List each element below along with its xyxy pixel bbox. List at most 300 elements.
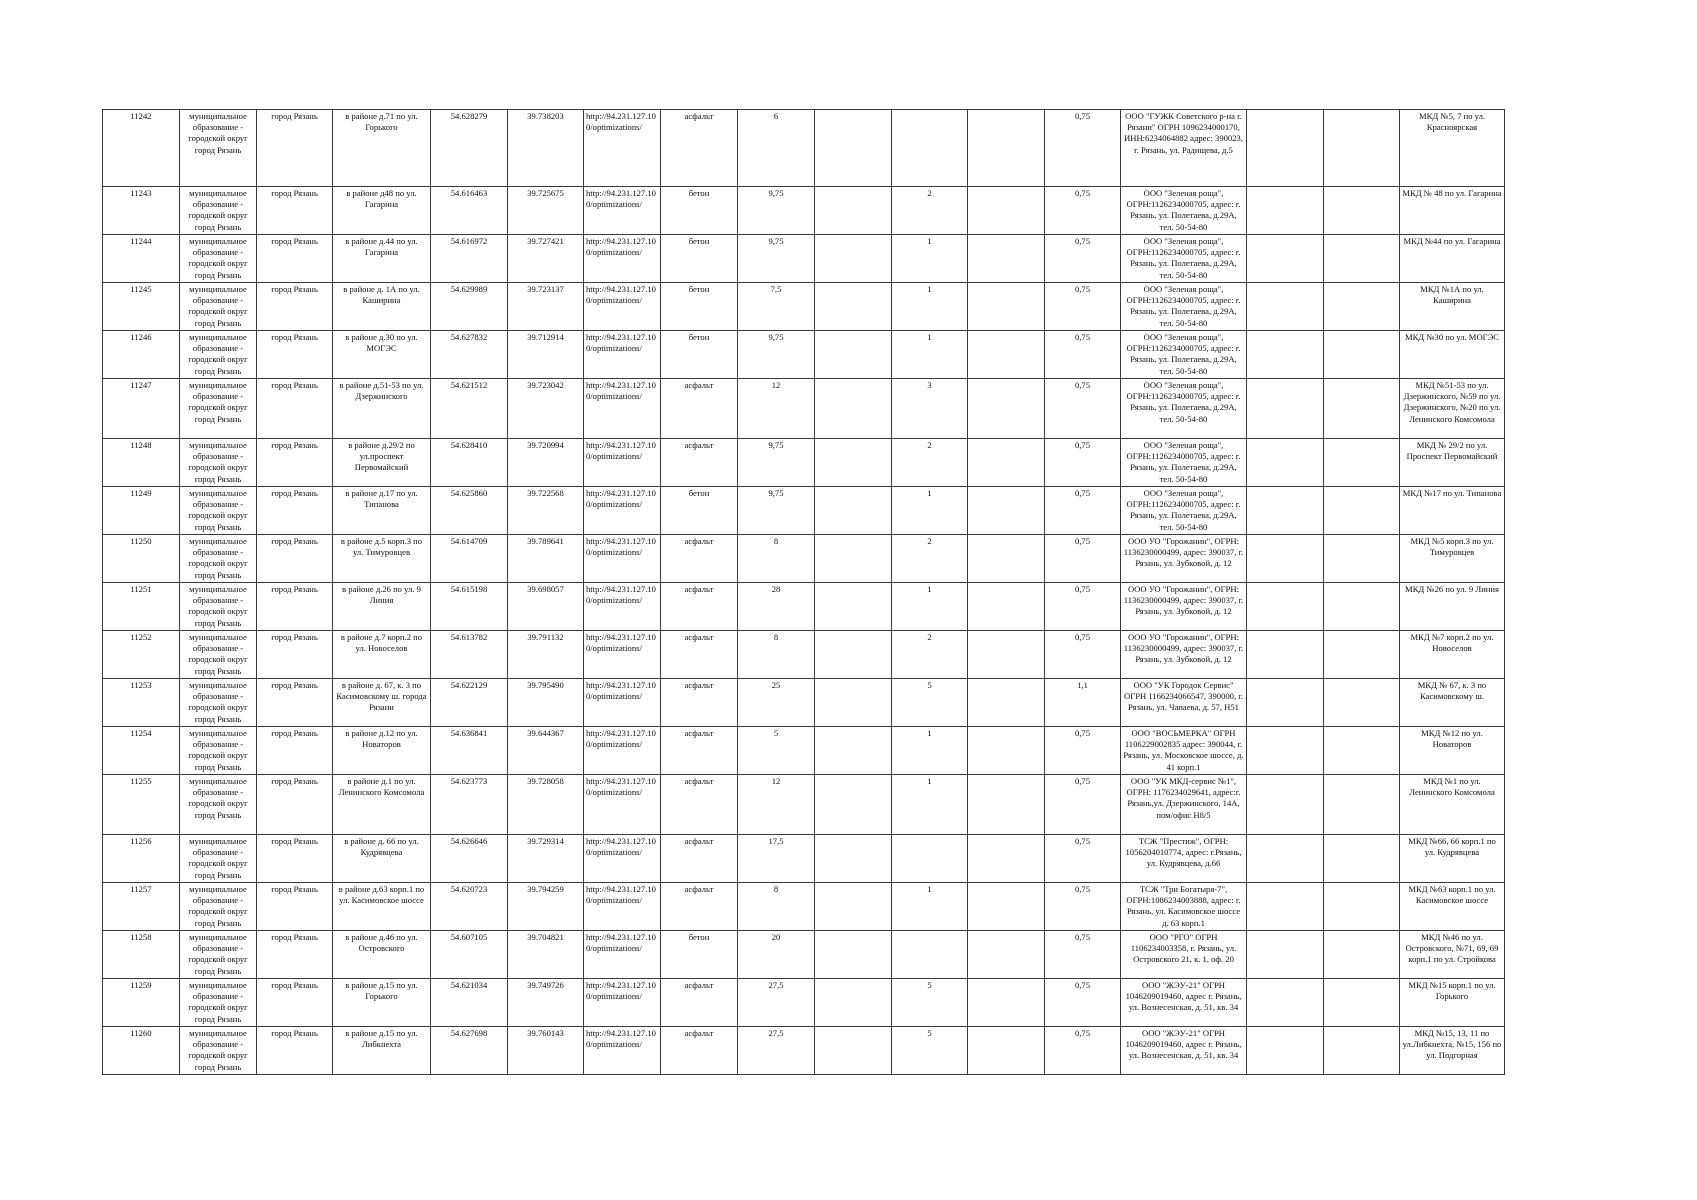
- cell-empty: [1247, 110, 1324, 187]
- cell-city: город Рязань: [257, 835, 333, 883]
- cell-empty: [1247, 283, 1324, 331]
- cell-area: 9,75: [738, 187, 815, 235]
- cell-empty: [968, 775, 1045, 835]
- cell-city: город Рязань: [257, 110, 333, 187]
- cell-empty: [815, 1027, 892, 1075]
- cell-url[interactable]: http://94.231.127.10 0/optimizations/: [584, 439, 661, 487]
- cell-city: город Рязань: [257, 883, 333, 931]
- cell-container-count: 2: [892, 631, 968, 679]
- cell-container-count: 1: [892, 883, 968, 931]
- cell-url[interactable]: http://94.231.127.10 0/optimizations/: [584, 1027, 661, 1075]
- cell-served-objects: МКД №12 по ул. Новаторов: [1400, 727, 1505, 775]
- cell-empty: [1324, 283, 1400, 331]
- cell-empty: [1324, 487, 1400, 535]
- cell-address: в районе д. 1А по ул. Каширина: [333, 283, 431, 331]
- cell-latitude: 54.607105: [431, 931, 508, 979]
- cell-url[interactable]: http://94.231.127.10 0/optimizations/: [584, 187, 661, 235]
- cell-longitude: 39.727421: [508, 235, 584, 283]
- table-row: [103, 487, 1505, 535]
- cell-address: в районе д.1 по ул. Ленинского Комсомола: [333, 775, 431, 835]
- cell-address: в районе д.63 корп.1 по ул. Касимовское шоссе: [333, 883, 431, 931]
- cell-empty: [1247, 931, 1324, 979]
- cell-empty: [968, 331, 1045, 379]
- cell-latitude: 54.629989: [431, 283, 508, 331]
- cell-latitude: 54.627832: [431, 331, 508, 379]
- cell-empty: [968, 931, 1045, 979]
- cell-volume: 0,75: [1045, 775, 1121, 835]
- cell-municipality: муниципальное образование - городской округ город Рязань: [180, 679, 257, 727]
- cell-city: город Рязань: [257, 679, 333, 727]
- cell-area: 7,5: [738, 283, 815, 331]
- cell-address: в районе д.26 по ул. 9 Линия: [333, 583, 431, 631]
- cell-city: город Рязань: [257, 283, 333, 331]
- cell-empty: [1247, 631, 1324, 679]
- cell-empty: [1324, 187, 1400, 235]
- cell-empty: [1247, 439, 1324, 487]
- cell-container-count: 2: [892, 535, 968, 583]
- cell-empty: [1247, 727, 1324, 775]
- cell-id: 11243: [103, 187, 180, 235]
- cell-area: 8: [738, 631, 815, 679]
- cell-empty: [1324, 835, 1400, 883]
- cell-longitude: 39.795490: [508, 679, 584, 727]
- cell-municipality: муниципальное образование - городской округ город Рязань: [180, 235, 257, 283]
- cell-address: в районе д.29/2 по ул.проспект Первомайский: [333, 439, 431, 487]
- cell-empty: [968, 679, 1045, 727]
- cell-latitude: 54.628279: [431, 110, 508, 187]
- cell-empty: [1247, 535, 1324, 583]
- cell-owner: ООО "Зеленая роща", ОГРН:1126234000705, адрес: г. Рязань, ул. Полетаева, д.29А, тел. 50-54-80: [1121, 187, 1247, 235]
- cell-surface: асфальт: [661, 775, 738, 835]
- cell-id: 11257: [103, 883, 180, 931]
- cell-empty: [968, 283, 1045, 331]
- cell-empty: [1247, 487, 1324, 535]
- cell-surface: асфальт: [661, 110, 738, 187]
- cell-empty: [1247, 379, 1324, 439]
- cell-served-objects: МКД №44 по ул. Гагарина: [1400, 235, 1505, 283]
- cell-surface: асфальт: [661, 535, 738, 583]
- cell-surface: асфальт: [661, 583, 738, 631]
- cell-owner: ТСЖ "Три Богатыря-7", ОГРН:1086234003888, адрес: г. Рязань, ул. Касимовское шоссе д. 63 корп.1: [1121, 883, 1247, 931]
- cell-owner: ООО "ВОСЬМЕРКА" ОГРН 1106229002835 адрес: 390044, г. Рязань, ул. Московское шоссе, д. 41 корп.1: [1121, 727, 1247, 775]
- cell-area: 27,5: [738, 1027, 815, 1075]
- cell-area: 9,75: [738, 331, 815, 379]
- cell-volume: 1,1: [1045, 679, 1121, 727]
- cell-municipality: муниципальное образование - городской округ город Рязань: [180, 931, 257, 979]
- cell-volume: 0,75: [1045, 283, 1121, 331]
- cell-city: город Рязань: [257, 1027, 333, 1075]
- table-row: [103, 439, 1505, 487]
- cell-served-objects: МКД №51-53 по ул. Дзержинского, №59 по ул. Дзержинского, №20 по ул. Ленинского Комсомола: [1400, 379, 1505, 439]
- container-sites-table: [102, 109, 1505, 1075]
- cell-address: в районе д. 66 по ул. Кудрявцева: [333, 835, 431, 883]
- cell-volume: 0,75: [1045, 439, 1121, 487]
- cell-area: 17,5: [738, 835, 815, 883]
- cell-city: город Рязань: [257, 331, 333, 379]
- cell-owner: ООО УО "Горожанин", ОГРН: 1136230000499, адрес: 390037, г. Рязань, ул. Зубковой, д. 12: [1121, 535, 1247, 583]
- table-row: [103, 631, 1505, 679]
- cell-container-count: 1: [892, 487, 968, 535]
- cell-empty: [815, 679, 892, 727]
- cell-owner: ООО "Зеленая роща", ОГРН:1126234000705, адрес: г. Рязань, ул. Полетаева, д.29А, тел. 50-54-80: [1121, 439, 1247, 487]
- cell-latitude: 54.625860: [431, 487, 508, 535]
- cell-latitude: 54.621034: [431, 979, 508, 1027]
- cell-surface: асфальт: [661, 883, 738, 931]
- cell-empty: [1324, 631, 1400, 679]
- cell-empty: [968, 583, 1045, 631]
- cell-area: 9,75: [738, 487, 815, 535]
- cell-container-count: 2: [892, 187, 968, 235]
- cell-empty: [968, 187, 1045, 235]
- cell-empty: [815, 883, 892, 931]
- cell-empty: [968, 727, 1045, 775]
- table-row: [103, 931, 1505, 979]
- cell-empty: [815, 110, 892, 187]
- cell-empty: [1324, 110, 1400, 187]
- cell-area: 20: [738, 931, 815, 979]
- table-row: [103, 883, 1505, 931]
- cell-volume: 0,75: [1045, 535, 1121, 583]
- cell-url[interactable]: http://94.231.127.10 0/optimizations/: [584, 235, 661, 283]
- cell-url[interactable]: http://94.231.127.10 0/optimizations/: [584, 931, 661, 979]
- cell-city: город Рязань: [257, 379, 333, 439]
- cell-empty: [968, 439, 1045, 487]
- cell-address: в районе д.15 по ул. Горького: [333, 979, 431, 1027]
- cell-owner: ООО "Зеленая роща", ОГРН:1126234000705, адрес: г. Рязань, ул. Полетаева, д.29А, тел. 50-54-80: [1121, 487, 1247, 535]
- cell-surface: бетон: [661, 931, 738, 979]
- cell-url[interactable]: http://94.231.127.10 0/optimizations/: [584, 631, 661, 679]
- cell-empty: [815, 583, 892, 631]
- cell-container-count: [892, 110, 968, 187]
- cell-container-count: 2: [892, 439, 968, 487]
- cell-volume: 0,75: [1045, 835, 1121, 883]
- cell-longitude: 39.729314: [508, 835, 584, 883]
- cell-longitude: 39.704821: [508, 931, 584, 979]
- cell-id: 11260: [103, 1027, 180, 1075]
- cell-longitude: 39.723137: [508, 283, 584, 331]
- cell-empty: [1247, 679, 1324, 727]
- cell-empty: [1247, 883, 1324, 931]
- cell-surface: бетон: [661, 487, 738, 535]
- cell-empty: [968, 110, 1045, 187]
- cell-empty: [1247, 583, 1324, 631]
- cell-longitude: 39.749726: [508, 979, 584, 1027]
- cell-empty: [1324, 235, 1400, 283]
- cell-url[interactable]: http://94.231.127.10 0/optimizations/: [584, 331, 661, 379]
- cell-city: город Рязань: [257, 727, 333, 775]
- cell-empty: [968, 379, 1045, 439]
- cell-municipality: муниципальное образование - городской округ город Рязань: [180, 979, 257, 1027]
- cell-empty: [1324, 883, 1400, 931]
- cell-empty: [1247, 835, 1324, 883]
- cell-owner: ООО "ЖЭУ-21" ОГРН 1046209019460, адрес г. Рязань, ул. Вознесенская, д. 51, кв. 34: [1121, 979, 1247, 1027]
- cell-surface: асфальт: [661, 727, 738, 775]
- cell-empty: [1324, 931, 1400, 979]
- cell-longitude: 39.725675: [508, 187, 584, 235]
- cell-area: 28: [738, 583, 815, 631]
- cell-address: в районе д48 по ул. Гагарина: [333, 187, 431, 235]
- cell-empty: [815, 835, 892, 883]
- cell-volume: 0,75: [1045, 379, 1121, 439]
- cell-municipality: муниципальное образование - городской округ город Рязань: [180, 727, 257, 775]
- cell-address: в районе д.44 по ул. Гагарина: [333, 235, 431, 283]
- cell-latitude: 54.622129: [431, 679, 508, 727]
- cell-empty: [815, 931, 892, 979]
- cell-empty: [1324, 727, 1400, 775]
- cell-url[interactable]: http://94.231.127.10 0/optimizations/: [584, 883, 661, 931]
- table-row: [103, 110, 1505, 187]
- cell-volume: 0,75: [1045, 331, 1121, 379]
- cell-city: город Рязань: [257, 439, 333, 487]
- cell-empty: [968, 1027, 1045, 1075]
- cell-id: 11256: [103, 835, 180, 883]
- cell-volume: 0,75: [1045, 883, 1121, 931]
- cell-url[interactable]: http://94.231.127.10 0/optimizations/: [584, 775, 661, 835]
- cell-served-objects: МКД № 67, к. 3 по Касимовскому ш.: [1400, 679, 1505, 727]
- registry-sheet: [102, 109, 1505, 1075]
- cell-municipality: муниципальное образование - городской округ город Рязань: [180, 631, 257, 679]
- cell-longitude: 39.720994: [508, 439, 584, 487]
- cell-municipality: муниципальное образование - городской округ город Рязань: [180, 487, 257, 535]
- table-row: [103, 727, 1505, 775]
- cell-empty: [815, 379, 892, 439]
- cell-container-count: 1: [892, 235, 968, 283]
- cell-empty: [968, 883, 1045, 931]
- cell-id: 11248: [103, 439, 180, 487]
- cell-latitude: 54.621512: [431, 379, 508, 439]
- cell-url[interactable]: http://94.231.127.10 0/optimizations/: [584, 727, 661, 775]
- cell-id: 11242: [103, 110, 180, 187]
- cell-served-objects: МКД №26 по ул. 9 Линия: [1400, 583, 1505, 631]
- cell-served-objects: МКД №1А по ул. Каширина: [1400, 283, 1505, 331]
- cell-url[interactable]: http://94.231.127.10 0/optimizations/: [584, 379, 661, 439]
- cell-url[interactable]: http://94.231.127.10 0/optimizations/: [584, 979, 661, 1027]
- cell-container-count: 1: [892, 727, 968, 775]
- cell-empty: [815, 487, 892, 535]
- cell-area: 27,5: [738, 979, 815, 1027]
- cell-empty: [1324, 583, 1400, 631]
- cell-latitude: 54.623773: [431, 775, 508, 835]
- cell-municipality: муниципальное образование - городской округ город Рязань: [180, 835, 257, 883]
- cell-container-count: [892, 931, 968, 979]
- cell-empty: [815, 187, 892, 235]
- cell-url[interactable]: http://94.231.127.10 0/optimizations/: [584, 535, 661, 583]
- cell-url[interactable]: http://94.231.127.10 0/optimizations/: [584, 583, 661, 631]
- cell-empty: [1324, 379, 1400, 439]
- cell-area: 8: [738, 535, 815, 583]
- cell-longitude: 39.712914: [508, 331, 584, 379]
- cell-surface: асфальт: [661, 631, 738, 679]
- cell-id: 11244: [103, 235, 180, 283]
- cell-id: 11253: [103, 679, 180, 727]
- cell-url[interactable]: http://94.231.127.10 0/optimizations/: [584, 283, 661, 331]
- cell-empty: [968, 535, 1045, 583]
- cell-surface: асфальт: [661, 679, 738, 727]
- cell-url[interactable]: http://94.231.127.10 0/optimizations/: [584, 679, 661, 727]
- cell-latitude: 54.616972: [431, 235, 508, 283]
- cell-empty: [815, 283, 892, 331]
- cell-address: в районе д.71 по ул. Горького: [333, 110, 431, 187]
- cell-empty: [815, 979, 892, 1027]
- cell-served-objects: МКД №30 по ул. МОГЭС: [1400, 331, 1505, 379]
- cell-container-count: 1: [892, 775, 968, 835]
- cell-owner: ООО "ГУЖК Советского р-на г. Рязани" ОГРН 1096234000170, ИНН:6234064882 адрес: 390023, г. Рязань, ул. Радищева, д.5: [1121, 110, 1247, 187]
- cell-container-count: 1: [892, 331, 968, 379]
- cell-served-objects: МКД №5, 7 по ул. Красноярская: [1400, 110, 1505, 187]
- cell-city: город Рязань: [257, 187, 333, 235]
- cell-empty: [968, 631, 1045, 679]
- cell-container-count: 5: [892, 1027, 968, 1075]
- cell-area: 12: [738, 379, 815, 439]
- table-row: [103, 979, 1505, 1027]
- cell-municipality: муниципальное образование - городской округ город Рязань: [180, 1027, 257, 1075]
- cell-empty: [815, 331, 892, 379]
- table-row: [103, 775, 1505, 835]
- cell-area: 5: [738, 727, 815, 775]
- table-row: [103, 583, 1505, 631]
- cell-container-count: 5: [892, 979, 968, 1027]
- cell-surface: асфальт: [661, 835, 738, 883]
- cell-volume: 0,75: [1045, 1027, 1121, 1075]
- cell-surface: асфальт: [661, 379, 738, 439]
- cell-empty: [968, 235, 1045, 283]
- table-row: [103, 187, 1505, 235]
- cell-owner: ООО "УК МКД-сервис №1", ОГРН: 1176234029641, адрес:г. Рязань,ул. Дзержинского, 14А, пом/офис Н8/5: [1121, 775, 1247, 835]
- cell-surface: бетон: [661, 283, 738, 331]
- cell-url[interactable]: http://94.231.127.10 0/optimizations/: [584, 487, 661, 535]
- cell-container-count: 3: [892, 379, 968, 439]
- cell-city: город Рязань: [257, 931, 333, 979]
- cell-area: 9,75: [738, 439, 815, 487]
- cell-empty: [1247, 331, 1324, 379]
- cell-surface: асфальт: [661, 439, 738, 487]
- cell-served-objects: МКД №5 корп.3 по ул. Тимуровцев: [1400, 535, 1505, 583]
- cell-address: в районе д.51-53 по ул. Дзержинского: [333, 379, 431, 439]
- cell-id: 11259: [103, 979, 180, 1027]
- cell-empty: [1247, 775, 1324, 835]
- cell-empty: [815, 439, 892, 487]
- cell-owner: ООО "УК Городок Сервис" ОГРН 1166234066547, 390000, г. Рязань, ул. Чапаева, д. 57, Н51: [1121, 679, 1247, 727]
- cell-municipality: муниципальное образование - городской округ город Рязань: [180, 331, 257, 379]
- cell-served-objects: МКД №15, 13, 11 по ул.Либкнехта, №15, 156 по ул. Подгорная: [1400, 1027, 1505, 1075]
- cell-owner: ООО УО "Горожанин", ОГРН: 1136230000499, адрес: 390037, г. Рязань, ул. Зубковой, д. 12: [1121, 631, 1247, 679]
- cell-empty: [1247, 1027, 1324, 1075]
- cell-id: 11245: [103, 283, 180, 331]
- cell-empty: [1324, 535, 1400, 583]
- cell-volume: 0,75: [1045, 187, 1121, 235]
- cell-owner: ООО УО "Горожанин", ОГРН: 1136230000499, адрес: 390037, г. Рязань, ул. Зубковой, д. 12: [1121, 583, 1247, 631]
- cell-latitude: 54.613782: [431, 631, 508, 679]
- cell-container-count: [892, 835, 968, 883]
- cell-surface: асфальт: [661, 1027, 738, 1075]
- table-body: [103, 110, 1505, 1075]
- cell-volume: 0,75: [1045, 235, 1121, 283]
- cell-surface: асфальт: [661, 979, 738, 1027]
- cell-owner: ООО "Зеленая роща", ОГРН:1126234000705, адрес: г. Рязань, ул. Полетаева, д.29А, тел. 50-54-80: [1121, 331, 1247, 379]
- cell-id: 11249: [103, 487, 180, 535]
- cell-latitude: 54.628410: [431, 439, 508, 487]
- cell-empty: [968, 835, 1045, 883]
- cell-municipality: муниципальное образование - городской округ город Рязань: [180, 535, 257, 583]
- cell-container-count: 1: [892, 583, 968, 631]
- cell-longitude: 39.738203: [508, 110, 584, 187]
- cell-area: 12: [738, 775, 815, 835]
- cell-area: 6: [738, 110, 815, 187]
- cell-longitude: 39.644367: [508, 727, 584, 775]
- cell-address: в районе д.15 по ул. Либкнехта: [333, 1027, 431, 1075]
- cell-longitude: 39.722568: [508, 487, 584, 535]
- cell-url[interactable]: http://94.231.127.10 0/optimizations/: [584, 110, 661, 187]
- cell-city: город Рязань: [257, 775, 333, 835]
- cell-latitude: 54.616463: [431, 187, 508, 235]
- cell-area: 9,75: [738, 235, 815, 283]
- cell-longitude: 39.789641: [508, 535, 584, 583]
- cell-surface: бетон: [661, 331, 738, 379]
- cell-address: в районе д. 67, к. 3 по Касимовскому ш. города Рязани: [333, 679, 431, 727]
- cell-url[interactable]: http://94.231.127.10 0/optimizations/: [584, 835, 661, 883]
- cell-served-objects: МКД №7 корп.2 по ул. Новоселов: [1400, 631, 1505, 679]
- cell-city: город Рязань: [257, 535, 333, 583]
- cell-served-objects: МКД № 29/2 по ул. Проспект Первомайский: [1400, 439, 1505, 487]
- cell-volume: 0,75: [1045, 931, 1121, 979]
- cell-latitude: 54.614709: [431, 535, 508, 583]
- cell-empty: [1324, 979, 1400, 1027]
- cell-latitude: 54.627698: [431, 1027, 508, 1075]
- cell-longitude: 39.723042: [508, 379, 584, 439]
- cell-address: в районе д.7 корп.2 по ул. Новоселов: [333, 631, 431, 679]
- cell-served-objects: МКД №17 по ул. Типанова: [1400, 487, 1505, 535]
- cell-city: город Рязань: [257, 235, 333, 283]
- cell-served-objects: МКД № 48 по ул. Гагарина: [1400, 187, 1505, 235]
- cell-served-objects: МКД №1 по ул. Ленинского Комсомола: [1400, 775, 1505, 835]
- cell-owner: ООО "Зеленая роща", ОГРН:1126234000705, адрес: г. Рязань, ул. Полетаева, д.29А, тел. 50-54-80: [1121, 235, 1247, 283]
- cell-empty: [815, 631, 892, 679]
- cell-longitude: 39.794259: [508, 883, 584, 931]
- table-row: [103, 835, 1505, 883]
- cell-id: 11246: [103, 331, 180, 379]
- cell-volume: 0,75: [1045, 487, 1121, 535]
- cell-served-objects: МКД №66, 66 корп.1 по ул. Кудрявцева: [1400, 835, 1505, 883]
- cell-id: 11252: [103, 631, 180, 679]
- cell-longitude: 39.728058: [508, 775, 584, 835]
- cell-city: город Рязань: [257, 583, 333, 631]
- cell-empty: [815, 535, 892, 583]
- table-row: [103, 679, 1505, 727]
- cell-served-objects: МКД №46 по ул. Островского, №71, 69, 69 корп.1 по ул. Стройкова: [1400, 931, 1505, 979]
- cell-city: город Рязань: [257, 979, 333, 1027]
- cell-empty: [1324, 1027, 1400, 1075]
- cell-id: 11250: [103, 535, 180, 583]
- cell-volume: 0,75: [1045, 583, 1121, 631]
- cell-city: город Рязань: [257, 631, 333, 679]
- table-row: [103, 235, 1505, 283]
- cell-served-objects: МКД №63 корп.1 по ул. Касимовское шоссе: [1400, 883, 1505, 931]
- cell-surface: бетон: [661, 187, 738, 235]
- cell-id: 11255: [103, 775, 180, 835]
- cell-longitude: 39.791132: [508, 631, 584, 679]
- cell-latitude: 54.626646: [431, 835, 508, 883]
- cell-municipality: муниципальное образование - городской округ город Рязань: [180, 110, 257, 187]
- table-row: [103, 379, 1505, 439]
- cell-container-count: 1: [892, 283, 968, 331]
- cell-latitude: 54.620723: [431, 883, 508, 931]
- cell-address: в районе д.46 по ул. Островского: [333, 931, 431, 979]
- cell-municipality: муниципальное образование - городской округ город Рязань: [180, 187, 257, 235]
- cell-volume: 0,75: [1045, 727, 1121, 775]
- cell-municipality: муниципальное образование - городской округ город Рязань: [180, 583, 257, 631]
- cell-volume: 0,75: [1045, 979, 1121, 1027]
- cell-empty: [1247, 979, 1324, 1027]
